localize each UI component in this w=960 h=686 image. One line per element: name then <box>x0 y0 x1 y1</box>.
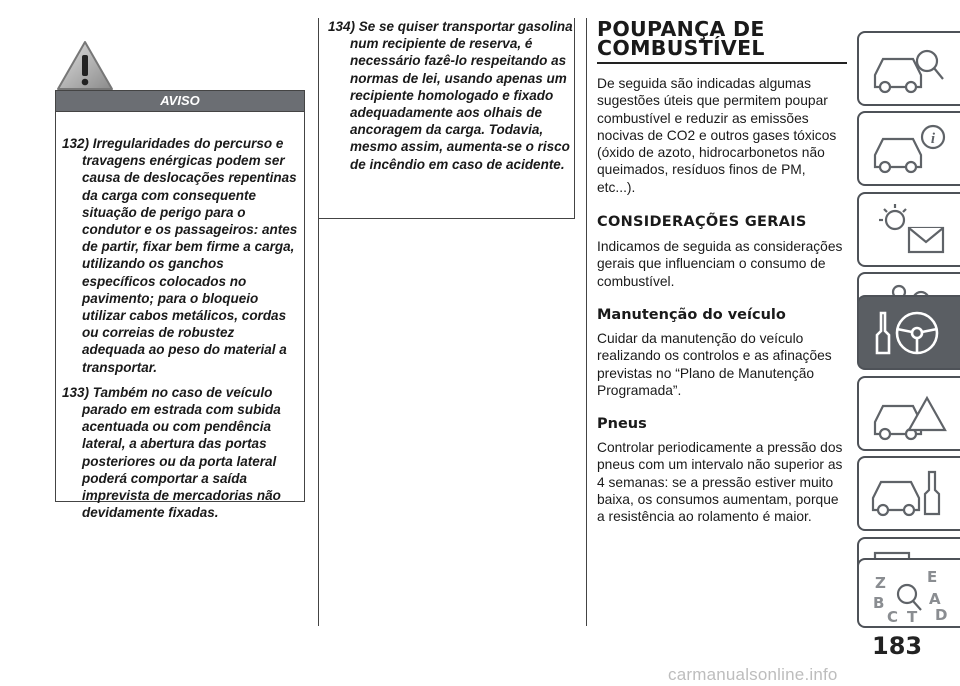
index-letter: B <box>873 594 885 612</box>
index-letter: Z <box>875 574 886 592</box>
general-heading: CONSIDERAÇÕES GERAIS <box>597 214 807 231</box>
car-search-icon <box>869 41 949 97</box>
index-icon <box>869 568 949 624</box>
car-info-icon <box>869 121 949 177</box>
warning-box-continued <box>318 18 575 219</box>
index-letter: T <box>907 608 918 624</box>
maintenance-heading: Manutenção do veículo <box>597 306 786 323</box>
tab-maintenance[interactable] <box>857 456 960 531</box>
index-letter: D <box>935 606 948 624</box>
fuel-saving-section <box>597 17 847 526</box>
tyres-heading: Pneus <box>597 416 647 433</box>
page-number: 183 <box>872 632 923 660</box>
warning-notes <box>56 135 304 521</box>
column-divider <box>586 18 587 626</box>
svg-text:i: i <box>930 131 936 147</box>
tab-index[interactable] <box>857 558 960 628</box>
tab-warning-lights[interactable] <box>857 192 960 267</box>
warning-note-134: 134) Se se quiser transportar gasolina num recipiente de reserva, é necessário fazê-lo respeitando as normas de lei, usando apenas um recipiente homologado e fixado adequadamente aos olhais de ancoragem da carga. Todavia, mesmo assim, aumenta-se o risco de incêndio em caso de acidente. <box>328 19 573 172</box>
tyres-paragraph: Controlar periodicamente a pressão dos pneus com um intervalo não superior as 4 semanas: se a pressão estiver muito baixa, os consumos aumentam, porque a resistência ao rolamento é maior. <box>597 440 843 525</box>
tab-starting-driving[interactable] <box>857 295 960 370</box>
warning-lights-icon <box>869 202 949 258</box>
warning-note-132: 132) Irregularidades do percurso e travagens enérgicas podem ser causa de deslocações repentinas da carga com consequente situação de perigo para o condutor e os passageiros: antes de partir, fixar bem firme a carga, utilizando os ganchos específicos colocados no pavimento; para o bloqueio utilizar cabos metálicos, cordas ou correias de robustez adequada ao peso do material a transportar. <box>62 136 298 375</box>
warning-triangle-icon <box>56 40 114 92</box>
tab-emergency[interactable] <box>857 376 960 451</box>
starting-driving-icon <box>869 305 949 361</box>
intro-paragraph: De seguida são indicadas algumas sugestões úteis que permitem poupar combustível e reduzir as emissões nocivas de CO2 e outros gases tóxicos (óxido de azoto, hidrocarbonetos não queimados, resíduos finos de PM, etc...). <box>597 76 837 195</box>
index-letter: C <box>887 608 899 624</box>
warning-note-133: 133) Também no caso de veículo parado em estrada com subida acentuada ou com pendência lateral, a abertura das portas posteriores ou da porta lateral poderá comportar a saída imprevista de mercadorias não devidamente fixadas. <box>62 384 281 521</box>
index-letter: E <box>927 568 938 586</box>
section-title <box>597 17 847 64</box>
warning-header: AVISO <box>56 91 304 112</box>
maintenance-icon <box>869 466 949 522</box>
emergency-icon <box>869 386 949 442</box>
warning-box <box>55 90 305 521</box>
section-title-line2: COMBUSTÍVEL <box>597 36 765 60</box>
index-letter: A <box>929 590 941 608</box>
maintenance-paragraph: Cuidar da manutenção do veículo realizando os controlos e as afinações previstas no “Plano de Manutenção Programada”. <box>597 330 832 398</box>
section-title-line1: POUPANÇA DE <box>597 17 765 41</box>
tab-car-overview[interactable] <box>857 31 960 106</box>
footer-watermark: carmanualsonline.info <box>668 665 838 684</box>
tab-car-info[interactable] <box>857 111 960 186</box>
general-paragraph: Indicamos de seguida as considerações gerais que influenciam o consumo de combustível. <box>597 239 843 289</box>
